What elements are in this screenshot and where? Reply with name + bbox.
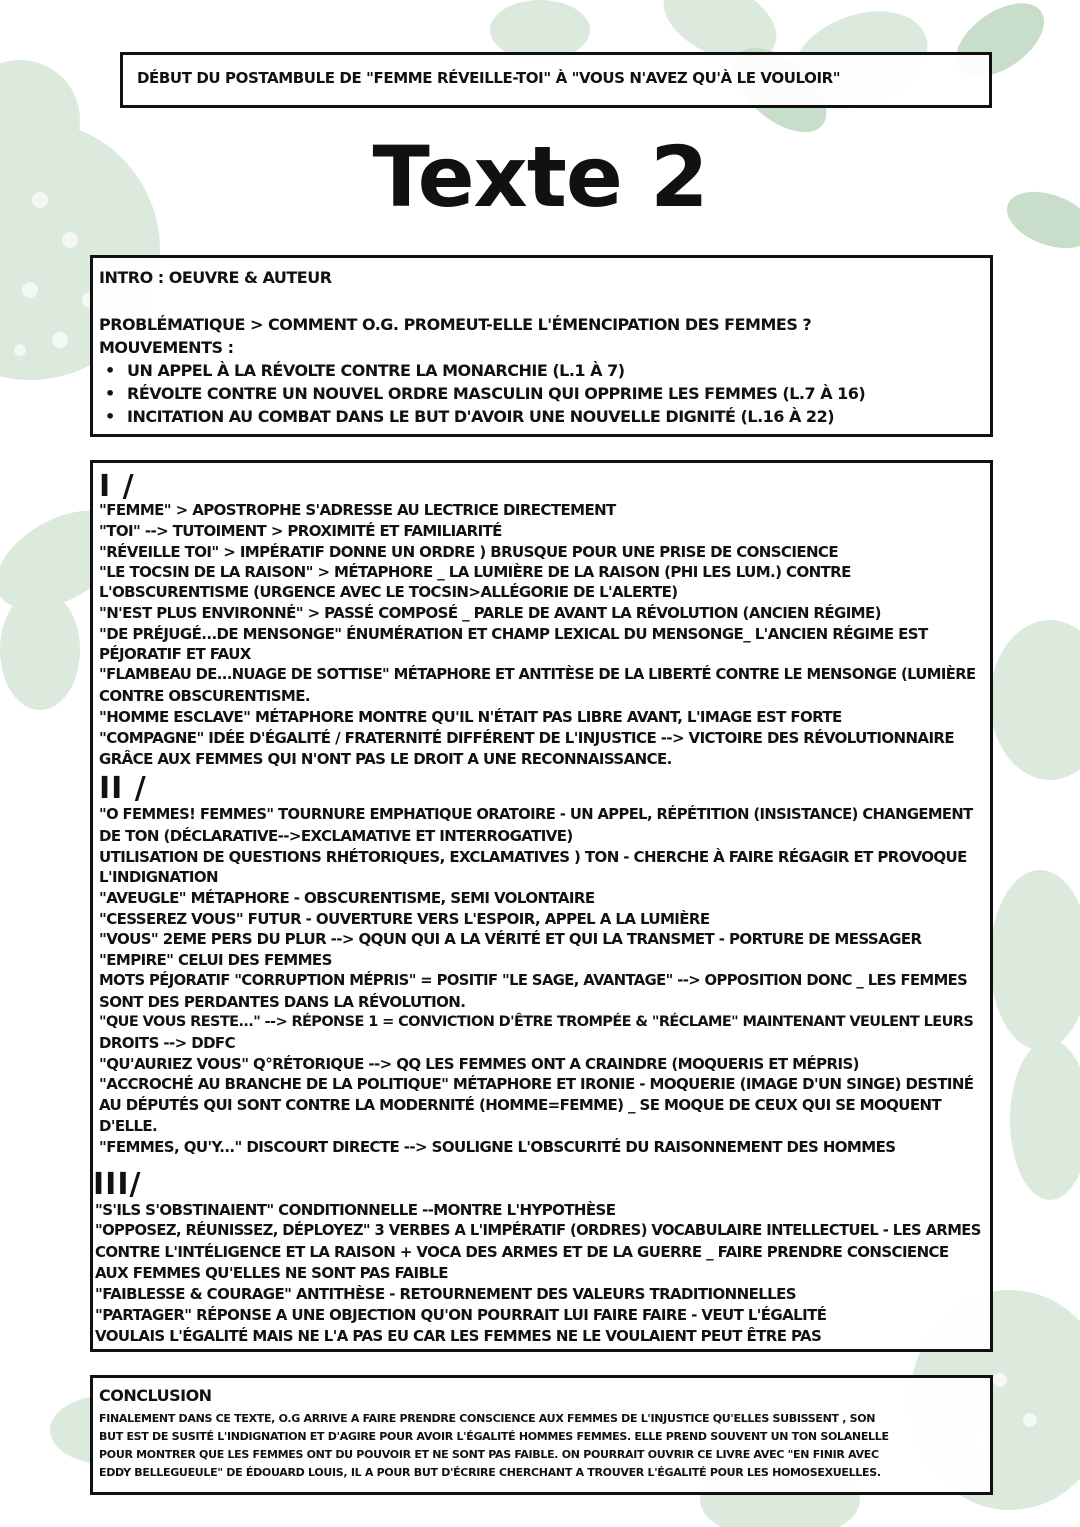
analysis-line: D'ELLE. — [99, 1117, 158, 1135]
analysis-line: CONTRE L'INTÉLIGENCE ET LA RAISON + VOCA DES ARMES ET DE LA GUERRE _ FAIRE PRENDRE CONSCIENCE — [95, 1243, 949, 1261]
analysis-line: SONT DES PERDANTES DANS LA RÉVOLUTION. — [99, 993, 466, 1011]
analysis-line: "LE TOCSIN DE LA RAISON" > MÉTAPHORE _ LA LUMIÈRE DE LA RAISON (PHI LES LUM.) CONTRE — [99, 563, 851, 581]
mouvements-label: MOUVEMENTS : — [99, 338, 234, 357]
header-title: DÉBUT DU POSTAMBULE DE "FEMME RÉVEILLE-TOI" À "VOUS N'AVEZ QU'À LE VOULOIR" — [137, 69, 841, 87]
analysis-line: "QU'AURIEZ VOUS" Q°RÉTORIQUE --> QQ LES FEMMES ONT A CRAINDRE (MOQUERIS ET MÉPRIS) — [99, 1055, 859, 1073]
analysis-line: "DE PRÉJUGÉ...DE MENSONGE" ÉNUMÉRATION ET CHAMP LEXICAL DU MENSONGE_ L'ANCIEN RÉGIME EST — [99, 625, 928, 643]
conclusion-line: FINALEMENT DANS CE TEXTE, O.G ARRIVE A FAIRE PRENDRE CONSCIENCE AUX FEMMES DE L'INJUSTICE QU'ELLES SUBISSENT , SON — [99, 1412, 876, 1425]
intro-section — [90, 255, 993, 437]
analysis-line: "QUE VOUS RESTE..." --> RÉPONSE 1 = CONVICTION D'ÊTRE TROMPÉE & "RÉCLAME" MAINTENANT VEULENT LEURS — [99, 1014, 974, 1030]
analysis-line: "ACCROCHÉ AU BRANCHE DE LA POLITIQUE" MÉTAPHORE ET IRONIE - MOQUERIE (IMAGE D'UN SINGE) DESTINÉ — [99, 1075, 974, 1093]
analysis-line: "O FEMMES! FEMMES" TOURNURE EMPHATIQUE ORATOIRE - UN APPEL, RÉPÉTITION (INSISTANCE) CHANGEMENT — [99, 806, 973, 823]
conclusion-line: BUT EST DE SUSITÉ L'INDIGNATION ET D'AGIRE POUR AVOIR L'ÉGALITÉ HOMMES FEMMES. ELLE PREND SOUVENT UN TON SOLANELLE — [99, 1430, 889, 1443]
analysis-line: VOULAIS L'ÉGALITÉ MAIS NE L'A PAS EU CAR LES FEMMES NE LE VOULAIENT PEUT ÊTRE PAS — [95, 1327, 822, 1345]
analysis-line: CONTRE OBSCURENTISME. — [99, 687, 310, 705]
analysis-line: "FAIBLESSE & COURAGE" ANTITHÈSE - RETOURNEMENT DES VALEURS TRADITIONNELLES — [95, 1285, 796, 1303]
conclusion-line: POUR MONTRER QUE LES FEMMES ONT DU POUVOIR ET NE SONT PAS FAIBLE. ON POURRAIT OUVRIR CE LIVRE AVEC "EN FINIR AVEC — [99, 1448, 879, 1461]
analysis-line: GRÂCE AUX FEMMES QUI N'ONT PAS LE DROIT A UNE RECONNAISSANCE. — [99, 750, 672, 768]
analysis-line: "CESSEREZ VOUS" FUTUR - OUVERTURE VERS L'ESPOIR, APPEL A LA LUMIÈRE — [99, 910, 710, 928]
intro-heading: INTRO : OEUVRE & AUTEUR — [99, 268, 332, 287]
mouvement-item: • UN APPEL À LA RÉVOLTE CONTRE LA MONARCHIE (L.1 À 7) — [127, 361, 625, 380]
conclusion-line: EDDY BELLEGUEULE" DE ÉDOUARD LOUIS, IL A POUR BUT D'ÉCRIRE CHERCHANT A TROUVER L'ÉGALITÉ POUR LES HOMOSEXUELLES. — [99, 1466, 881, 1479]
analysis-line: PÉJORATIF ET FAUX — [99, 645, 251, 663]
analysis-line: DROITS --> DDFC — [99, 1034, 235, 1052]
analysis-line: "FEMMES, QU'Y..." DISCOURT DIRECTE --> SOULIGNE L'OBSCURITÉ DU RAISONNEMENT DES HOMMES — [99, 1138, 896, 1156]
mouvement-item: • INCITATION AU COMBAT DANS LE BUT D'AVOIR UNE NOUVELLE DIGNITÉ (L.16 À 22) — [127, 407, 834, 426]
analysis-section — [90, 460, 993, 1352]
page-title: Texte 2 — [372, 128, 708, 226]
analysis-line: "FLAMBEAU DE...NUAGE DE SOTTISE" MÉTAPHORE ET ANTITÈSE DE LA LIBERTÉ CONTRE LE MENSONGE (LUMIÈRE — [99, 666, 976, 683]
problematique: PROBLÉMATIQUE > COMMENT O.G. PROMEUT-ELLE L'ÉMENCIPATION DES FEMMES ? — [99, 315, 812, 334]
analysis-line: AUX FEMMES QU'ELLES NE SONT PAS FAIBLE — [95, 1264, 448, 1282]
analysis-line: "HOMME ESCLAVE" MÉTAPHORE MONTRE QU'IL N'ÉTAIT PAS LIBRE AVANT, L'IMAGE EST FORTE — [99, 708, 842, 726]
header-banner — [120, 52, 992, 108]
analysis-line: "AVEUGLE" MÉTAPHORE - OBSCURENTISME, SEMI VOLONTAIRE — [99, 889, 595, 907]
section-2-label: II / — [99, 771, 147, 806]
analysis-line: "S'ILS S'OBSTINAIENT" CONDITIONNELLE --MONTRE L'HYPOTHÈSE — [95, 1201, 616, 1219]
analysis-line: MOTS PÉJORATIF "CORRUPTION MÉPRIS" = POSITIF "LE SAGE, AVANTAGE" --> OPPOSITION DONC _ LES FEMMES — [99, 972, 968, 989]
analysis-line: "TOI" --> TUTOIMENT > PROXIMITÉ ET FAMILIARITÉ — [99, 522, 502, 540]
analysis-line: L'INDIGNATION — [99, 868, 218, 886]
analysis-line: "RÉVEILLE TOI" > IMPÉRATIF DONNE UN ORDRE ) BRUSQUE POUR UNE PRISE DE CONSCIENCE — [99, 543, 838, 561]
mouvement-item: • RÉVOLTE CONTRE UN NOUVEL ORDRE MASCULIN QUI OPPRIME LES FEMMES (L.7 À 16) — [127, 384, 865, 403]
analysis-line: "PARTAGER" RÉPONSE A UNE OBJECTION QU'ON POURRAIT LUI FAIRE FAIRE - VEUT L'ÉGALITÉ — [95, 1306, 827, 1324]
analysis-line: DE TON (DÉCLARATIVE-->EXCLAMATIVE ET INTERROGATIVE) — [99, 827, 573, 845]
analysis-line: L'OBSCURENTISME (URGENCE AVEC LE TOCSIN>ALLÉGORIE DE L'ALERTE) — [99, 583, 678, 601]
analysis-line: "FEMME" > APOSTROPHE S'ADRESSE AU LECTRICE DIRECTEMENT — [99, 501, 616, 519]
analysis-line: AU DÉPUTÉS QUI SONT CONTRE LA MODERNITÉ (HOMME=FEMME) _ SE MOQUE DE CEUX QUI SE MOQUENT — [99, 1096, 942, 1114]
analysis-line: UTILISATION DE QUESTIONS RHÉTORIQUES, EXCLAMATIVES ) TON - CHERCHE À FAIRE RÉGAGIR ET PROVOQUE — [99, 848, 967, 866]
conclusion-heading: CONCLUSION — [99, 1386, 212, 1405]
analysis-line: "OPPOSEZ, RÉUNISSEZ, DÉPLOYEZ" 3 VERBES A L'IMPÉRATIF (ORDRES) VOCABULAIRE INTELLECTUEL - LES ARMES — [95, 1222, 981, 1239]
section-3-label: III/ — [93, 1167, 142, 1202]
analysis-line: "COMPAGNE" IDÉE D'ÉGALITÉ / FRATERNITÉ DIFFÉRENT DE L'INJUSTICE --> VICTOIRE DES RÉVOLUTIONNAIRE — [99, 729, 955, 747]
analysis-line: "N'EST PLUS ENVIRONNÉ" > PASSÉ COMPOSÉ _ PARLE DE AVANT LA RÉVOLUTION (ANCIEN RÉGIME) — [99, 604, 881, 622]
analysis-line: "VOUS" 2EME PERS DU PLUR --> QQUN QUI A LA VÉRITÉ ET QUI LA TRANSMET - PORTURE DE MESSAGER — [99, 930, 922, 948]
section-1-label: I / — [99, 469, 135, 504]
conclusion-section — [90, 1375, 993, 1495]
analysis-line: "EMPIRE" CELUI DES FEMMES — [99, 951, 332, 969]
